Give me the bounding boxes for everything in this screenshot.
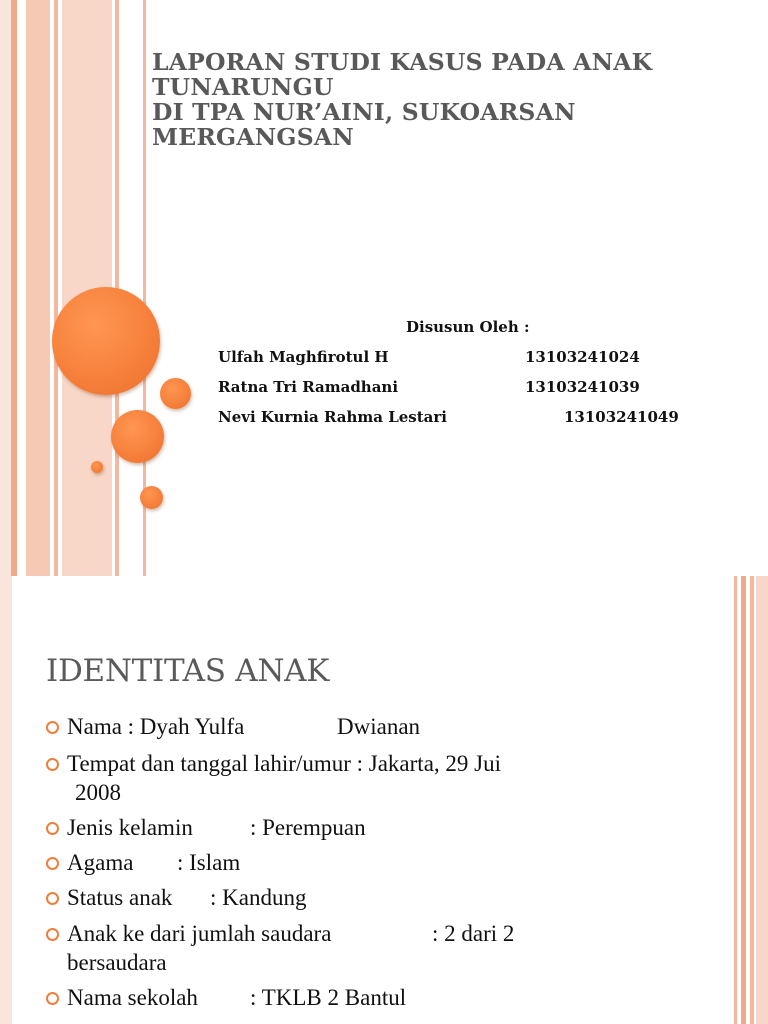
author-name: Ratna Tri Ramadhani [218,378,399,396]
list-item: Status anak [67,885,173,910]
list-item: Jenis kelamin [67,815,193,840]
list-item-value: : 2 dari 2 [432,921,515,946]
bullet-icon [46,857,59,870]
title-line: MERGANGSAN [152,123,354,151]
title-line: DI TPA NUR’AINI, SUKOARSAN [152,98,576,126]
author-name: Nevi Kurnia Rahma Lestari [218,408,447,426]
list-item-value: : Islam [177,850,241,875]
list-item-value: Dwianan [337,714,421,739]
bullet-icon [46,721,59,734]
author-name: Ulfah Maghfirotul H [218,348,389,366]
list-item: Anak ke dari jumlah saudara [67,921,332,946]
list-item-value: : Perempuan [250,815,366,840]
list-item-value: : Kandung [210,885,307,910]
prepared-by-label: Disusun Oleh : [406,318,530,336]
title-line: LAPORAN STUDI KASUS PADA ANAK [152,48,653,76]
author-nim: 13103241039 [525,378,640,396]
bullet-icon [46,822,59,835]
list-item-value: : TKLB 2 Bantul [250,985,407,1010]
list-item-continuation: bersaudara [67,950,167,975]
list-item: Nama sekolah [67,985,198,1010]
bullet-icon [46,992,59,1005]
bullet-icon [46,928,59,941]
section-heading: IDENTITAS ANAK [46,653,330,689]
title-line: TUNARUNGU [152,73,334,101]
list-item: Agama [67,850,134,875]
list-item: Nama : Dyah Yulfa [67,714,245,739]
author-nim: 13103241024 [525,348,640,366]
list-item: Tempat dan tanggal lahir/umur : Jakarta, 29 Jui [67,751,501,776]
identity-slide [0,576,768,1024]
author-nim: 13103241049 [564,408,679,426]
bullet-icon [46,892,59,905]
list-item-continuation: 2008 [75,780,121,805]
bullet-icon [46,758,59,771]
identity-list [0,576,768,1024]
